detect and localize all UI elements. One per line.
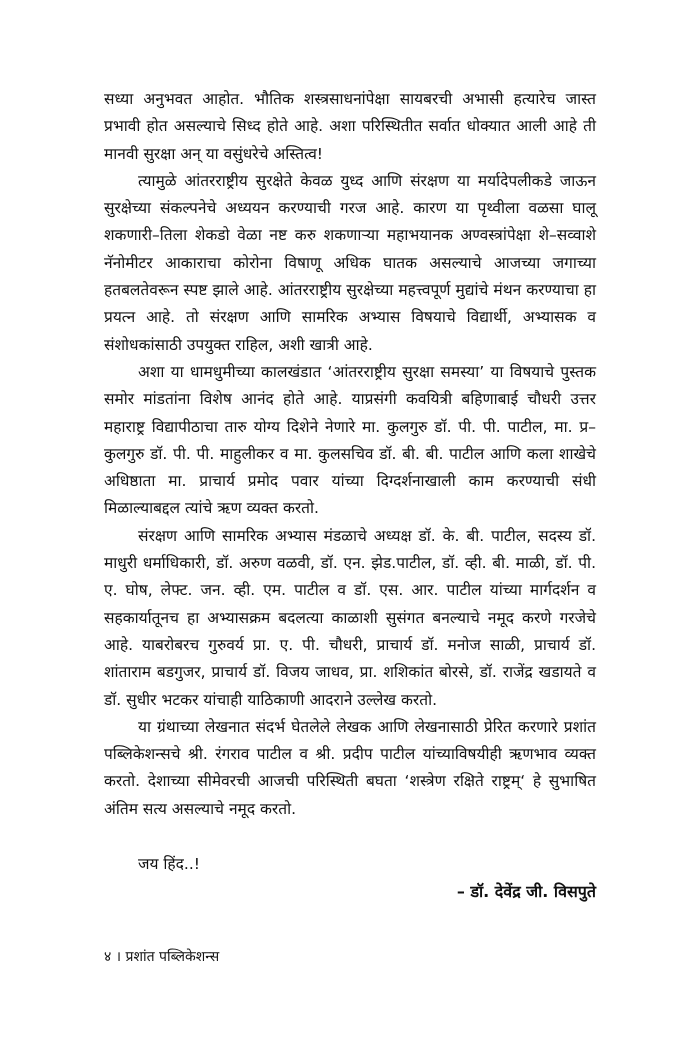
page-footer: ४ । प्रशांत पब्लिकेशन्स [104,949,220,965]
author-signature: – डॉ. देवेंद्र जी. विसपुते [456,882,596,901]
paragraph-2: त्यामुळे आंतरराष्ट्रीय सुरक्षेते केवळ युध्द आणि संरक्षण या मर्यादेपलीकडे जाऊन सुरक्षेच्या संकल्पनेचे अध्ययन करण्याची गरज आहे. कारण या पृथ्वीला वळसा घालू शकणारी–तिला शेकडो वेळा नष्ट करु शकणाऱ्या महाभयानक अण्वस्त्रांपेक्षा शे–सव्वाशे नॅनोमीटर आकाराचा कोरोना विषाणू अधिक घातक असल्याचे आजच्या जगाच्या हतबलतेवरून स्पष्ट झाले आहे. आंतरराष्ट्रीय सुरक्षेच्या महत्त्वपूर्ण मुद्यांचे मंथन करण्याचा हा प्रयत्न आहे. तो संरक्षण आणि सामरिक अभ्यास विषयाचे विद्यार्थी, अभ्यासक व संशोधकांसाठी उपयुक्त राहिल, अशी खात्री आहे. [104,171,596,354]
body-text [104,86,596,823]
closing-line: जय हिंद..! [138,855,200,873]
paragraph-3: अशा या धामधुमीच्या कालखंडात ‘आंतरराष्ट्रीय सुरक्षा समस्या’ या विषयाचे पुस्तक समोर मांडतांना विशेष आनंद होते आहे. याप्रसंगी कवयित्री बहिणाबाई चौधरी उत्तर महाराष्ट्र विद्यापीठाचा तारु योग्य दिशेने नेणारे मा. कुलगुरु डॉ. पी. पी. पाटील, मा. प्र–कुलगुरु डॉ. पी. पी. माहुलीकर व मा. कुलसचिव डॉ. बी. बी. पाटील आणि कला शाखेचे अधिष्ठाता मा. प्राचार्य प्रमोद पवार यांच्या दिग्दर्शनाखाली काम करण्याची संधी मिळाल्याबद्दल त्यांचे ऋण व्यक्त करतो. [104,362,596,518]
paragraph-1: सध्या अनुभवत आहोत. भौतिक शस्त्रसाधनांपेक्षा सायबरची अभासी हत्यारेच जास्त प्रभावी होत असल्याचे सिध्द होते आहे. अशा परिस्थितीत सर्वात धोक्यात आली आहे ती मानवी सुरक्षा अन् या वसुंधरेचे अस्तित्व! [104,90,596,163]
paragraph-5: या ग्रंथाच्या लेखनात संदर्भ घेतलेले लेखक आणि लेखनासाठी प्रेरित करणारे प्रशांत पब्लिकेशन्सचे श्री. रंगराव पाटील व श्री. प्रदीप पाटील यांच्याविषयीही ऋणभाव व्यक्त करतो. देशाच्या सीमेवरची आजची परिस्थिती बघता ‘शस्त्रेण रक्षिते राष्ट्रम्‘ हे सुभाषित अंतिम सत्य असल्याचे नमूद करतो. [104,717,596,818]
paragraph-4: संरक्षण आणि सामरिक अभ्यास मंडळाचे अध्यक्ष डॉ. के. बी. पाटील, सदस्य डॉ. माधुरी धर्माधिकारी, डॉ. अरुण वळवी, डॉ. एन. झेड.पाटील, डॉ. व्ही. बी. माळी, डॉ. पी. ए. घोष, लेफ्ट. जन. व्ही. एम. पाटील व डॉ. एस. आर. पाटील यांच्या मार्गदर्शन व सहकार्यातूनच हा अभ्यासक्रम बदलत्या काळाशी सुसंगत बनल्याचे नमूद करणे गरजेचे आहे. याबरोबरच गुरुवर्य प्रा. ए. पी. चौधरी, प्राचार्य डॉ. मनोज साळी, प्राचार्य डॉ. शांताराम बडगुजर, प्राचार्य डॉ. विजय जाधव, प्रा. शशिकांत बोरसे, डॉ. राजेंद्र खडायते व डॉ. सुधीर भटकर यांचाही याठिकाणी आदराने उल्लेख करतो. [104,526,596,709]
